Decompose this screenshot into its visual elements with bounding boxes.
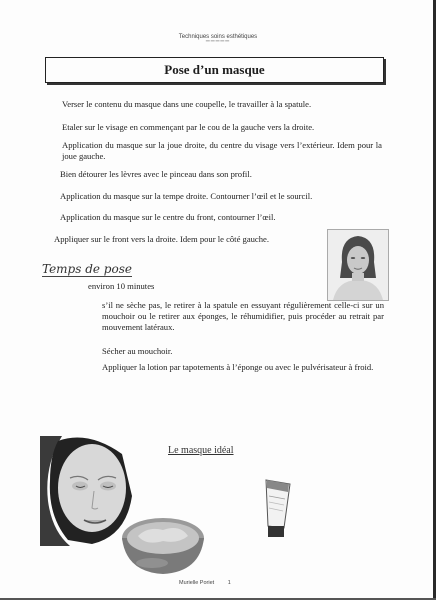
page-header	[0, 34, 436, 47]
duration-text: environ 10 minutes	[88, 281, 155, 291]
page-footer	[179, 580, 231, 586]
instruction-3: Appliquer la lotion par tapotements à l’éponge ou avec le pulvérisateur à froid.	[102, 362, 374, 372]
section-subheading: Le masque idéal	[168, 445, 234, 456]
step-5: Application du masque sur la tempe droite. Contourner l’œil et le sourcil.	[60, 191, 313, 201]
footer-page-number: 1	[227, 580, 231, 586]
step-4: Bien détourer les lèvres avec le pinceau dans son profil.	[60, 169, 252, 179]
header-underline-mark: ▔▔▔▔▔	[205, 41, 231, 47]
mask-bowl-image	[118, 510, 208, 580]
step-3: Application du masque sur la joue droite, du centre du visage vers l’extérieur. Idem pour la joue gauche.	[62, 140, 382, 161]
cream-tube-photo	[258, 478, 298, 540]
portrait-photo	[327, 229, 389, 301]
page-title: Pose d’un masque	[164, 62, 265, 77]
footer-author: Murielle Poriet	[179, 580, 215, 586]
mask-bowl-photo	[118, 510, 208, 580]
step-1: Verser le contenu du masque dans une coupelle, le travailler à la spatule.	[62, 99, 312, 109]
title-frame	[45, 57, 384, 83]
instruction-1: s’il ne sèche pas, le retirer à la spatule en essuyant régulièrement celle-ci sur un mouchoir ou le retirer aux éponges, le réhumidifier, puis procéder au retrait par mouvement latéraux.	[102, 300, 384, 332]
step-7: Appliquer sur le front vers la droite. Idem pour le côté gauche.	[54, 234, 270, 244]
cream-tube-image	[258, 478, 298, 540]
step-2: Etaler sur le visage en commençant par le cou de la gauche vers la droite.	[62, 122, 315, 132]
portrait-image	[328, 230, 388, 300]
instruction-2: Sécher au mouchoir.	[102, 346, 173, 356]
step-6: Application du masque sur le centre du front, contourner l’œil.	[60, 212, 276, 222]
handwritten-label: Temps de pose	[42, 262, 132, 276]
header-title: Techniques soins esthétiques	[178, 34, 258, 40]
